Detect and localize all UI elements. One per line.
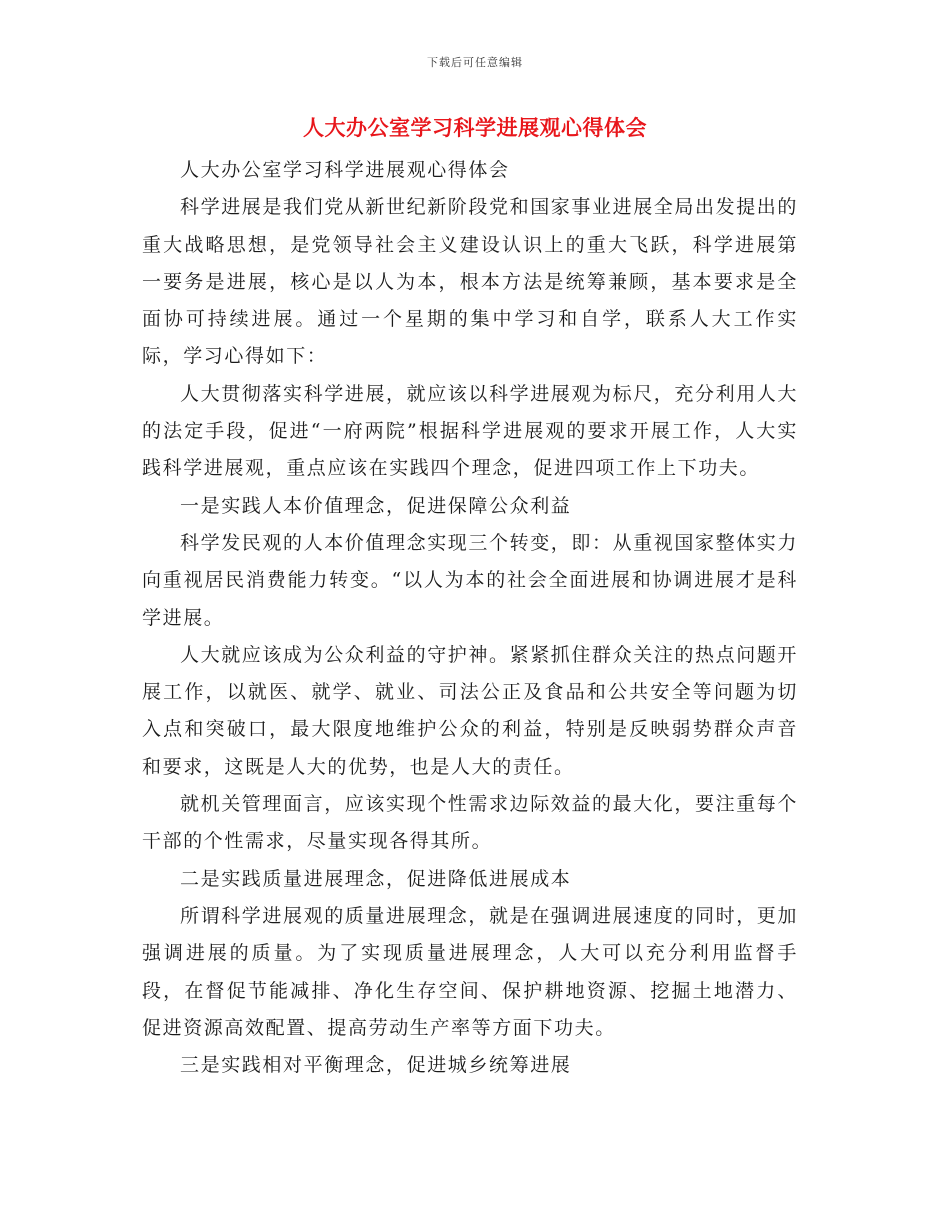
section-heading-one: 一是实践人本价值理念，促进保障公众利益 — [180, 494, 572, 517]
document-body — [142, 152, 798, 1084]
paragraph: 科学进展是我们党从新世纪新阶段党和国家事业进展全局出发提出的重大战略思想，是党领导社会主义建设认识上的重大飞跃，科学进展第一要务是进展，核心是以人为本，根本方法是统筹兼顾，基本要求是全面协可持续进展。通过一个星期的集中学习和自学，联系人大工作实际，学习心得如下： — [142, 196, 799, 368]
paragraph: 人大就应该成为公众利益的守护神。紧紧抓住群众关注的热点问题开展工作，以就医、就学、就业、司法公正及食品和公共安全等问题为切入点和突破口，最大限度地维护公众的利益，特别是反映弱势群众声音和要求，这既是人大的优势，也是人大的责任。 — [142, 643, 799, 778]
paragraph: 就机关管理面言，应该实现个性需求边际效益的最大化，要注重每个干部的个性需求，尽量实现各得其所。 — [142, 793, 799, 853]
paragraph: 所谓科学进展观的质量进展理念，就是在强调进展速度的同时，更加强调进展的质量。为了实现质量进展理念，人大可以充分利用监督手段，在督促节能减排、净化生存空间、保护耕地资源、挖掘土地潜力、促进资源高效配置、提高劳动生产率等方面下功夫。 — [142, 904, 799, 1039]
document-title: 人大办公室学习科学进展观心得体会 — [303, 115, 647, 140]
download-note: 下载后可任意编辑 — [427, 56, 523, 69]
section-heading-three: 三是实践相对平衡理念，促进城乡统筹进展 — [180, 1054, 572, 1077]
section-heading-two: 二是实践质量进展理念，促进降低进展成本 — [180, 867, 572, 890]
paragraph: 人大贯彻落实科学进展，就应该以科学进展观为标尺，充分利用人大的法定手段，促进“一府两院”根据科学进展观的要求开展工作，人大实践科学进展观，重点应该在实践四个理念，促进四项工作上下功夫。 — [142, 382, 799, 480]
paragraph: 科学发民观的人本价值理念实现三个转变，即：从重视国家整体实力向重视居民消费能力转变。“以人为本的社会全面进展和协调进展才是科学进展。 — [142, 531, 799, 629]
paragraph-subtitle: 人大办公室学习科学进展观心得体会 — [180, 159, 510, 181]
